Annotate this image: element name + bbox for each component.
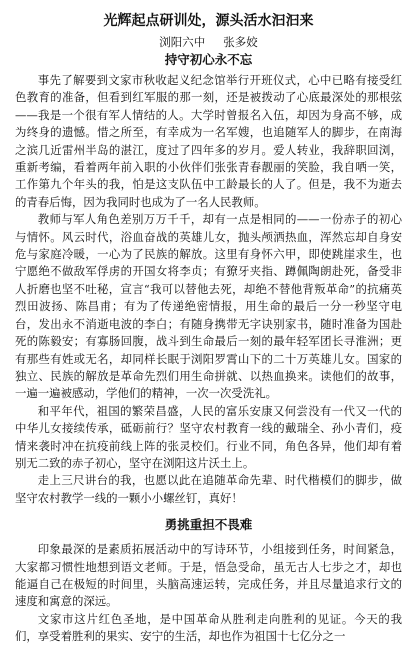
paragraph: 走上三尺讲台的我，也愿以此在追随革命先辈、时代楷模们的脚步，做坚守农村教学一线的一颗小小螺丝钉，真好！ <box>15 473 402 505</box>
document-title: 光辉起点研训处，源头活水汩汩来 <box>103 13 314 29</box>
author-line <box>15 35 402 49</box>
author-school: 浏阳六中 <box>159 35 206 49</box>
section-heading-2: 勇挑重担不畏难 <box>164 517 253 533</box>
paragraph: 和平年代，祖国的繁荣昌盛，人民的富乐安康又何尝没有一代又一代的中华儿女接续传承，砥砺前行？坚守农村教育一线的戴瑞全、孙小青们，疫情来袭时冲在抗疫前线上阵的张灵校们。行业不同，角色各异，他们却有着别无二致的赤子初心，坚守在浏阳这片沃土上。 <box>15 403 402 470</box>
paragraph: 事先了解要到文家市秋收起义纪念馆举行开班仪式，心中已略有接受红色教育的准备，但看到红军服的那一刻，还是被拨动了心底最深处的那根弦——我是一个很有军人情结的人。大学时曾报名入伍，却因为身高不够，成为终身的遗憾。惜之所至，有幸成为一名军嫂，也追随军人的脚步，在南海之滨几近雷州半岛的湛江，度过了四年多的岁月。爱人转业，我辞职回浏，重新考编，看着两年前入职的小伙伴们张张青春靓丽的笑脸，我自哂一笑，工作第九个年头的我，怕是这支队伍中工龄最长的人了。但是，我不为逝去的青春后悔，因为我同时也成为了一名人民教师。 <box>15 73 402 209</box>
paragraph: 文家市这片红色圣地，是中国革命从胜利走向胜利的见证。今天的我们，享受着胜利的果实、安宁的生活，却也作为祖国十七亿分之一 <box>15 611 402 644</box>
author-name: 张多姣 <box>223 35 258 49</box>
section-heading-1: 持守初心永不忘 <box>164 52 253 67</box>
paragraph: 印象最深的是素质拓展活动中的写诗环节，小组接到任务，时间紧急，大家都习惯性地想到语文老师。于是，悟急受命，虽无古人七步之才，却也能逼自己在极短的时间里，头脑高速运转，完成任务，并且尽量追求行文的速度和寓意的深远。 <box>15 542 402 609</box>
paragraph: 教师与军人角色差别万万千千，却有一点是相同的——一份赤子的初心与情怀。风云时代，浴血奋战的英雄儿女，抛头颅洒热血，浑然忘却自身安危与家庭冷暖，一心为了民族的解放。这里有身怀六甲，即使跳崖求生，也宁愿绝不做敌军俘虏的开国女将李贞；有獠牙夹指、蹲佩陶朗赴死，备受非人折磨也坚不吐秘，宣言“我可以替他去死，却绝不替他背叛革命”的抗痛英烈田波扬、陈昌甫；有为了传递绝密情报，用生命的最后一分一秒坚守电台，发出永不消逝电波的李白；有随身携带无字诀别家书，随时准备为国赴死的陈毅安；有寡肠回腹，战斗到生命最后一刻的最年轻军团长寻淮洲；更有那些有姓或无名，却同样长眠于浏阳罗霄山下的二十万英雄儿女。国家的独立、民族的解放是革命先烈们用生命拼就、以热血换来。读他们的故事，一遍一遍被感动，学他们的精神，一次一次受洗礼。 <box>15 212 402 401</box>
